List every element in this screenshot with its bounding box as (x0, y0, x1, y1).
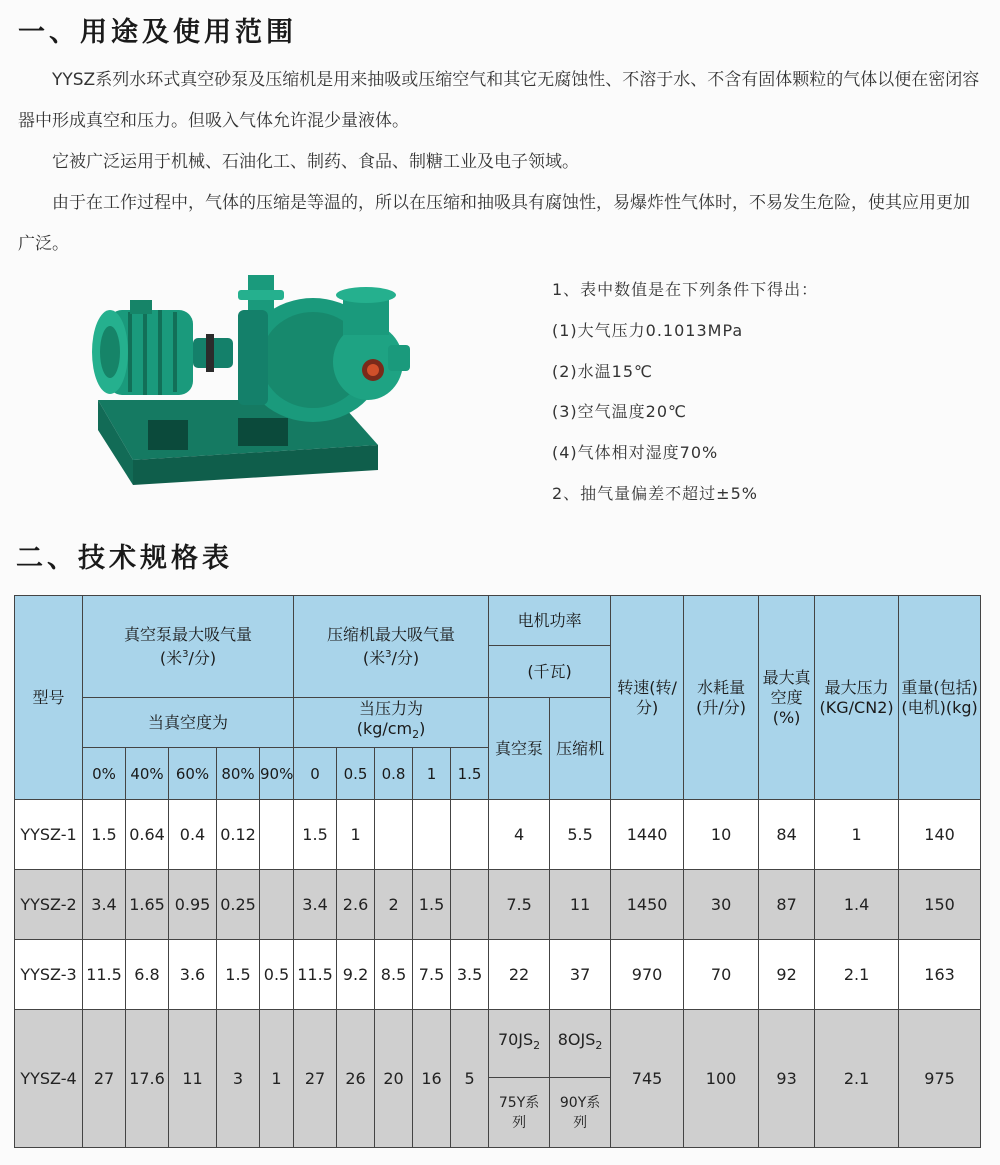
header-motor-compressor: 压缩机 (550, 698, 611, 800)
comp-col-1: 0.5 (337, 748, 375, 800)
cell-comp (451, 800, 489, 870)
header-compressor-title: 压缩机最大吸气量 (327, 624, 456, 644)
header-speed: 转速(转/分) (611, 596, 684, 800)
cell-motor-comp-bottom: 90Y系列 (550, 1078, 611, 1148)
cell-water: 10 (684, 800, 759, 870)
header-weight: 重量(包括)(电机)(kg) (899, 596, 981, 800)
cell-max-pressure: 2.1 (815, 1010, 899, 1148)
cell-model: YYSZ-2 (15, 870, 83, 940)
header-max-pressure: 最大压力(KG/CN2) (815, 596, 899, 800)
note-1-2: (2)水温15℃ (552, 361, 653, 381)
cell-comp: 1 (337, 800, 375, 870)
cell-max-vacuum: 87 (759, 870, 815, 940)
cell-model: YYSZ-3 (15, 940, 83, 1010)
cell-vac (260, 870, 294, 940)
cell-comp: 2.6 (337, 870, 375, 940)
cell-water: 70 (684, 940, 759, 1010)
pump-illustration (88, 270, 428, 500)
table-row (15, 940, 981, 1010)
cell-speed: 1450 (611, 870, 684, 940)
header-model: 型号 (15, 596, 83, 800)
cell-motor-vac: 7.5 (489, 870, 550, 940)
cell-max-vacuum: 92 (759, 940, 815, 1010)
cell-vac: 1.65 (126, 870, 169, 940)
cell-weight: 140 (899, 800, 981, 870)
intro-paragraph-2: 它被广泛运用于机械、石油化工、制药、食品、制糖工业及电子领域。 (52, 152, 579, 172)
cell-weight: 975 (899, 1010, 981, 1148)
note-1-4: (4)气体相对湿度70% (552, 443, 719, 463)
section2-title: 二、技术规格表 (16, 543, 233, 574)
cell-vac: 0.5 (260, 940, 294, 1010)
cell-vac: 3.4 (83, 870, 126, 940)
note-1-1: (1)大气压力0.1013MPa (552, 320, 744, 340)
header-vacuum-sub: 当真空度为 (83, 698, 294, 748)
cell-motor-comp: 11 (550, 870, 611, 940)
cell-comp: 20 (375, 1010, 413, 1148)
vac-col-2: 60% (169, 748, 217, 800)
header-compressor-sub-label: 当压力为 (359, 699, 424, 719)
cell-model: YYSZ-1 (15, 800, 83, 870)
cell-motor-vac-top: $70JS_2$ (489, 1010, 550, 1078)
cell-max-pressure: 1.4 (815, 870, 899, 940)
cell-max-pressure: 1 (815, 800, 899, 870)
cell-weight: 163 (899, 940, 981, 1010)
header-motor-unit: (千瓦) (489, 646, 611, 698)
comp-col-0: 0 (294, 748, 337, 800)
header-water: 水耗量(升/分) (684, 596, 759, 800)
header-vacuum-unit: (米$^3$/分) (159, 648, 217, 668)
header-vacuum-capacity (83, 596, 294, 698)
header-max-vacuum: 最大真空度(%) (759, 596, 815, 800)
vac-col-0: 0% (83, 748, 126, 800)
comp-col-2: 0.8 (375, 748, 413, 800)
cell-comp (375, 800, 413, 870)
cell-speed: 1440 (611, 800, 684, 870)
header-motor-power: 电机功率 (489, 596, 611, 646)
comp-col-4: 1.5 (451, 748, 489, 800)
cell-vac: 11 (169, 1010, 217, 1148)
intro-text (18, 60, 980, 265)
cell-comp: 11.5 (294, 940, 337, 1010)
note-1: 1、表中数值是在下列条件下得出： (552, 280, 819, 299)
cell-motor-vac: 4 (489, 800, 550, 870)
cell-comp: 1.5 (413, 870, 451, 940)
cell-speed: 970 (611, 940, 684, 1010)
intro-paragraph-1: YYSZ系列水环式真空砂泵及压缩机是用来抽吸或压缩空气和其它无腐蚀性、不溶于水、不含有固体颗粒的气体以便在密闭容器中形成真空和压力。但吸入气体允许混少量液体。 (18, 70, 980, 131)
cell-motor-comp: 37 (550, 940, 611, 1010)
cell-vac: 1.5 (83, 800, 126, 870)
cell-vac: 27 (83, 1010, 126, 1148)
cell-comp: 3.5 (451, 940, 489, 1010)
cell-motor-comp-top: $8OJS_2$ (550, 1010, 611, 1078)
cell-vac: 0.95 (169, 870, 217, 940)
cell-vac: 1 (260, 1010, 294, 1148)
cell-comp: 9.2 (337, 940, 375, 1010)
spec-table (14, 595, 981, 1148)
section1-title: 一、用途及使用范围 (18, 17, 297, 48)
cell-weight: 150 (899, 870, 981, 940)
table-row (15, 870, 981, 940)
cell-comp: 7.5 (413, 940, 451, 1010)
cell-comp: 5 (451, 1010, 489, 1148)
cell-max-pressure: 2.1 (815, 940, 899, 1010)
cell-max-vacuum: 84 (759, 800, 815, 870)
cell-comp (451, 870, 489, 940)
cell-water: 30 (684, 870, 759, 940)
cell-water: 100 (684, 1010, 759, 1148)
header-compressor-sub (294, 698, 489, 748)
cell-motor-vac: 22 (489, 940, 550, 1010)
cell-vac: 3 (217, 1010, 260, 1148)
cell-comp: 1.5 (294, 800, 337, 870)
vac-col-1: 40% (126, 748, 169, 800)
cell-comp (413, 800, 451, 870)
cell-vac: 11.5 (83, 940, 126, 1010)
note-1-3: (3)空气温度20℃ (552, 402, 687, 422)
header-compressor-capacity (294, 596, 489, 698)
note-2: 2、抽气量偏差不超过±5% (552, 483, 758, 503)
cell-comp: 27 (294, 1010, 337, 1148)
cell-vac: 0.12 (217, 800, 260, 870)
cell-model: YYSZ-4 (15, 1010, 83, 1148)
cell-vac: 0.25 (217, 870, 260, 940)
table-row (15, 1010, 981, 1078)
vac-col-3: 80% (217, 748, 260, 800)
cell-comp: 26 (337, 1010, 375, 1148)
comp-col-3: 1 (413, 748, 451, 800)
cell-vac: 1.5 (217, 940, 260, 1010)
cell-vac: 0.4 (169, 800, 217, 870)
cell-motor-comp: 5.5 (550, 800, 611, 870)
cell-comp: 3.4 (294, 870, 337, 940)
cell-comp: 8.5 (375, 940, 413, 1010)
cell-motor-vac-bottom: 75Y系列 (489, 1078, 550, 1148)
cell-comp: 16 (413, 1010, 451, 1148)
vac-col-4: 90% (260, 748, 294, 800)
cell-vac: 6.8 (126, 940, 169, 1010)
header-vacuum-title: 真空泵最大吸气量 (124, 624, 253, 644)
cell-vac: 3.6 (169, 940, 217, 1010)
notes-list (552, 270, 818, 515)
header-motor-vacuum: 真空泵 (489, 698, 550, 800)
cell-speed: 745 (611, 1010, 684, 1148)
cell-comp: 2 (375, 870, 413, 940)
cell-vac: 0.64 (126, 800, 169, 870)
header-compressor-sub-unit: $(kg/cm_2)$ (356, 719, 426, 742)
table-row (15, 800, 981, 870)
cell-vac (260, 800, 294, 870)
cell-vac: 17.6 (126, 1010, 169, 1148)
header-compressor-unit: (米$^3$/分) (362, 648, 420, 668)
cell-max-vacuum: 93 (759, 1010, 815, 1148)
intro-paragraph-3: 由于在工作过程中，气体的压缩是等温的，所以在压缩和抽吸具有腐蚀性，易爆炸性气体时，不易发生危险，使其应用更加广泛。 (18, 193, 970, 254)
